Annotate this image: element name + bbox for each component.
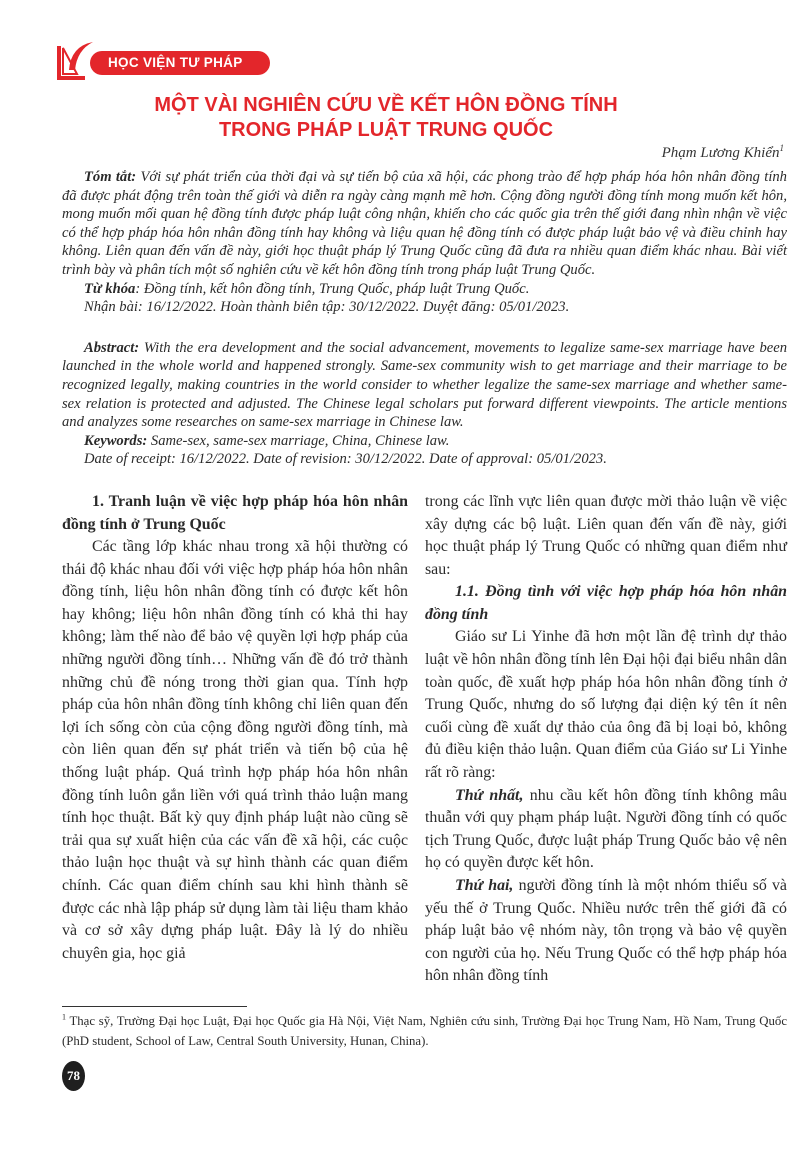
point-1-paragraph — [425, 785, 787, 875]
author-footnote-mark[interactable]: 1 — [779, 143, 784, 153]
page-content — [62, 168, 787, 1091]
article-title — [0, 93, 772, 143]
section-1-1-paragraph: Giáo sư Li Yinhe đã hơn một lần đệ trình dự thảo luật về hôn nhân đồng tính lên Đại hội đại biểu nhân dân toàn quốc, đề xuất hợp pháp hóa hôn nhân đồng tính ở Trung Quốc, nhưng do số lượng đại diện ký tên ít nên cuối cùng đề xuất dự thảo của ông đã bị loại bỏ, không đủ điều kiện thảo luận. Quan điểm của Giáo sư Li Yinhe rất rõ ràng: — [425, 628, 787, 782]
abstract-en-text — [62, 339, 787, 432]
abstract-vi-label: Tóm tắt: — [84, 169, 137, 185]
point-1-text: nhu cầu kết hôn đồng tính không mâu thuẫn với quy phạm pháp luật. Người đồng tính có quốc tịch Trung Quốc, được luật pháp Trung Quốc bảo vệ nên họ có quyền được kết hôn. — [425, 786, 787, 872]
keywords-en — [62, 432, 787, 451]
abstract-vi-text — [62, 168, 787, 280]
keywords-vi — [62, 280, 787, 299]
footnote-text: Thạc sỹ, Trường Đại học Luật, Đại học Quốc gia Hà Nội, Việt Nam, Nghiên cứu sinh, Trường Đại học Trung Nam, Hồ Nam, Trung Quốc (PhD student, School of Law, Central South University, Hunan, China). — [62, 1013, 787, 1048]
keywords-en-label: Keywords: — [84, 432, 148, 449]
author-name: Phạm Lương Khiển — [661, 145, 780, 161]
footnote-mark: 1 — [62, 1012, 66, 1022]
abstract-en-body: With the era development and the social advancement, movements to legalize same-sex marriage have been launched in the whole world and happened strongly. Same-sex community wish to get marriage and their marriage to be recognized legally, making countries in the world consider to whether legalize the same-sex marriage and whether same-sex relation is protected and adjusted. The Chinese legal scholars put forward different viewpoints. The article mentions and analyzes some researches on same-sex marriage in Chinese law. — [62, 339, 787, 431]
section-1-1-heading: 1.1. Đồng tình với việc hợp pháp hóa hôn nhân đồng tính — [425, 583, 787, 623]
body-columns — [62, 491, 787, 988]
abstract-vietnamese — [62, 168, 787, 317]
dates-en: Date of receipt: 16/12/2022. Date of revision: 30/12/2022. Date of approval: 05/01/2023. — [84, 451, 607, 468]
keywords-vi-label: Từ khóa — [84, 280, 136, 297]
section-1-paragraph: Các tầng lớp khác nhau trong xã hội thường có thái độ khác nhau đối với việc hợp pháp hóa hôn nhân đồng tính, liệu hôn nhân đồng tính có được kết hôn hay không; liệu hôn nhân đồng tính có khả thi hay không; làm thế nào để bảo vệ quyền lợi hợp pháp của những người đồng tính… Những vấn đề đó trở thành những chủ đề nóng trong thời gian qua. Tính hợp pháp của hôn nhân đồng tính không chỉ liên quan đến lợi ích sống còn của cộng đồng người đồng tính, mà còn liên quan đến sự phát triển và tiến bộ của hệ thống luật pháp. Quá trình hợp pháp hóa hôn nhân đồng tính luôn gắn liền với quá trình thảo luận mang tính học thuật. Bất kỳ quy định pháp luật nào cũng sẽ trải qua sự xuất hiện của các vấn đề xã hội, các cuộc thảo luận học thuật và sự hình thành các quan điểm chính. Các quan điểm chính sau khi hình thành sẽ được các nhà lập pháp sử dụng làm tài liệu tham khảo và cơ sở xây dựng pháp luật. Đây là lý do nhiều chuyên gia, học giả — [62, 538, 408, 962]
section-1-paragraph-continued: trong các lĩnh vực liên quan được mời thảo luận về việc xây dựng các bộ luật. Liên quan đến vấn đề này, giới học thuật pháp lý Trung Quốc có những quan điểm như sau: — [425, 492, 787, 578]
abstract-en-label: Abstract: — [84, 339, 140, 356]
point-1-label: Thứ nhất, — [455, 786, 524, 804]
title-line-1: MỘT VÀI NGHIÊN CỨU VỀ KẾT HÔN ĐỒNG TÍNH — [154, 94, 618, 116]
abstract-vi-body: Với sự phát triển của thời đại và sự tiến bộ của xã hội, các phong trào để hợp pháp hóa hôn nhân đồng tính đã được phát động trên toàn thế giới và diễn ra ngày càng mạnh mẽ hơn. Cộng đồng người đồng tính mong muốn kết hôn, mong muốn mối quan hệ đồng tính được pháp luật công nhận, khiến cho các quốc gia trên thế giới đang nhìn nhận về việc có thể hợp pháp hóa hôn nhân đồng tính hay không và liệu quan hệ đồng tính có được pháp luật bảo vệ và điều chỉnh hay không. Liên quan đến vấn đề này, giới học thuật pháp lý Trung Quốc cũng đã đưa ra nhiều quan điểm khác nhau. Bài viết trình bày và phân tích một số nghiên cứu về kết hôn đồng tính trong pháp luật Trung Quốc. — [62, 169, 787, 278]
title-line-2: TRONG PHÁP LUẬT TRUNG QUỐC — [218, 119, 554, 141]
section-1-heading: 1. Tranh luận về việc hợp pháp hóa hôn nhân đồng tính ở Trung Quốc — [62, 492, 408, 533]
footnote-divider — [62, 1006, 247, 1007]
keywords-en-value: Same-sex, same-sex marriage, China, Chinese law. — [147, 432, 450, 449]
left-column — [62, 491, 408, 965]
right-column — [425, 491, 787, 988]
author — [662, 144, 784, 162]
footnote — [62, 1011, 787, 1051]
dates-vi: Nhận bài: 16/12/2022. Hoàn thành biên tập: 30/12/2022. Duyệt đăng: 05/01/2023. — [84, 299, 570, 316]
section-badge: HỌC VIỆN TƯ PHÁP — [90, 51, 270, 75]
point-2-label: Thứ hai, — [455, 877, 514, 894]
keywords-vi-value: : Đồng tính, kết hôn đồng tính, Trung Quốc, pháp luật Trung Quốc. — [135, 280, 530, 297]
page-number: 78 — [62, 1061, 85, 1091]
point-2-text: người đồng tính là một nhóm thiểu số và yếu thế ở Trung Quốc. Nhiều nước trên thế giới đã có pháp luật bảo vệ nhóm này, tôn trọng và bảo vệ quyền con người của họ. Nếu Trung Quốc có thể hợp pháp hóa hôn nhân đồng tính — [425, 877, 787, 985]
point-2-paragraph — [425, 875, 787, 988]
abstract-english — [62, 339, 787, 469]
